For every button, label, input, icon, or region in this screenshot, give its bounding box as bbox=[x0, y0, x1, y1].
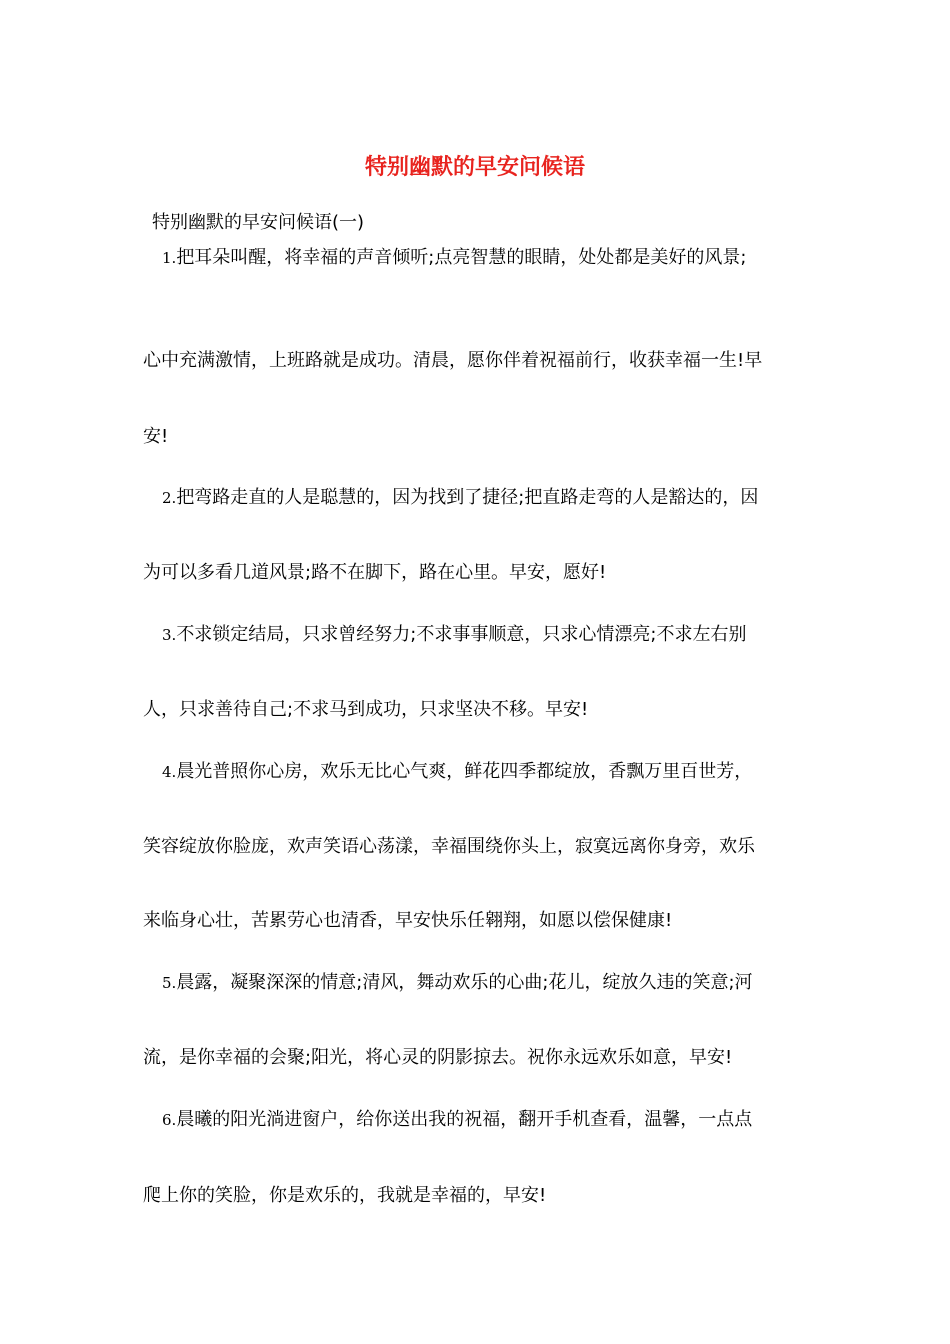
item-4-line-2: 笑容绽放你脸庞，欢声笑语心荡漾，幸福围绕你头上，寂寞远离你身旁，欢乐 bbox=[143, 836, 755, 857]
item-6-line-1: 6.晨曦的阳光淌进窗户，给你送出我的祝福，翻开手机查看，温馨，一点点 bbox=[162, 1109, 753, 1130]
item-1-number: 1. bbox=[162, 249, 177, 267]
item-1-line-1: 1.把耳朵叫醒，将幸福的声音倾听;点亮智慧的眼睛，处处都是美好的风景; bbox=[162, 247, 747, 268]
item-2-line-2: 为可以多看几道风景;路不在脚下，路在心里。早安，愿好! bbox=[143, 562, 607, 583]
item-3-number: 3. bbox=[162, 626, 177, 644]
item-2-number: 2. bbox=[162, 489, 177, 507]
item-6-number: 6. bbox=[162, 1111, 177, 1129]
item-1-line-3: 安! bbox=[143, 426, 169, 447]
section-subtitle: 特别幽默的早安问候语(一) bbox=[152, 212, 365, 233]
item-4-line-3: 来临身心壮，苦累劳心也清香，早安快乐任翱翔，如愿以偿保健康! bbox=[143, 910, 673, 931]
item-5-line-1: 5.晨露，凝聚深深的情意;清风，舞动欢乐的心曲;花儿，绽放久违的笑意;河 bbox=[162, 972, 753, 993]
item-5-line-2: 流，是你幸福的会聚;阳光，将心灵的阴影掠去。祝你永远欢乐如意，早安! bbox=[143, 1047, 733, 1068]
item-2-line-1: 2.把弯路走直的人是聪慧的，因为找到了捷径;把直路走弯的人是豁达的，因 bbox=[162, 487, 759, 508]
item-6-line-2: 爬上你的笑脸，你是欢乐的，我就是幸福的，早安! bbox=[143, 1185, 547, 1206]
item-4-number: 4. bbox=[162, 763, 177, 781]
item-3-line-2: 人，只求善待自己;不求马到成功，只求坚决不移。早安! bbox=[143, 699, 589, 720]
document-title: 特别幽默的早安问候语 bbox=[364, 155, 585, 180]
item-4-line-1: 4.晨光普照你心房，欢乐无比心气爽，鲜花四季都绽放，香飘万里百世芳， bbox=[162, 761, 753, 782]
item-5-number: 5. bbox=[162, 974, 177, 992]
item-3-line-1: 3.不求锁定结局，只求曾经努力;不求事事顺意，只求心情漂亮;不求左右别 bbox=[162, 624, 747, 645]
item-1-line-2: 心中充满激情，上班路就是成功。清晨，愿你伴着祝福前行，收获幸福一生!早 bbox=[143, 350, 763, 371]
